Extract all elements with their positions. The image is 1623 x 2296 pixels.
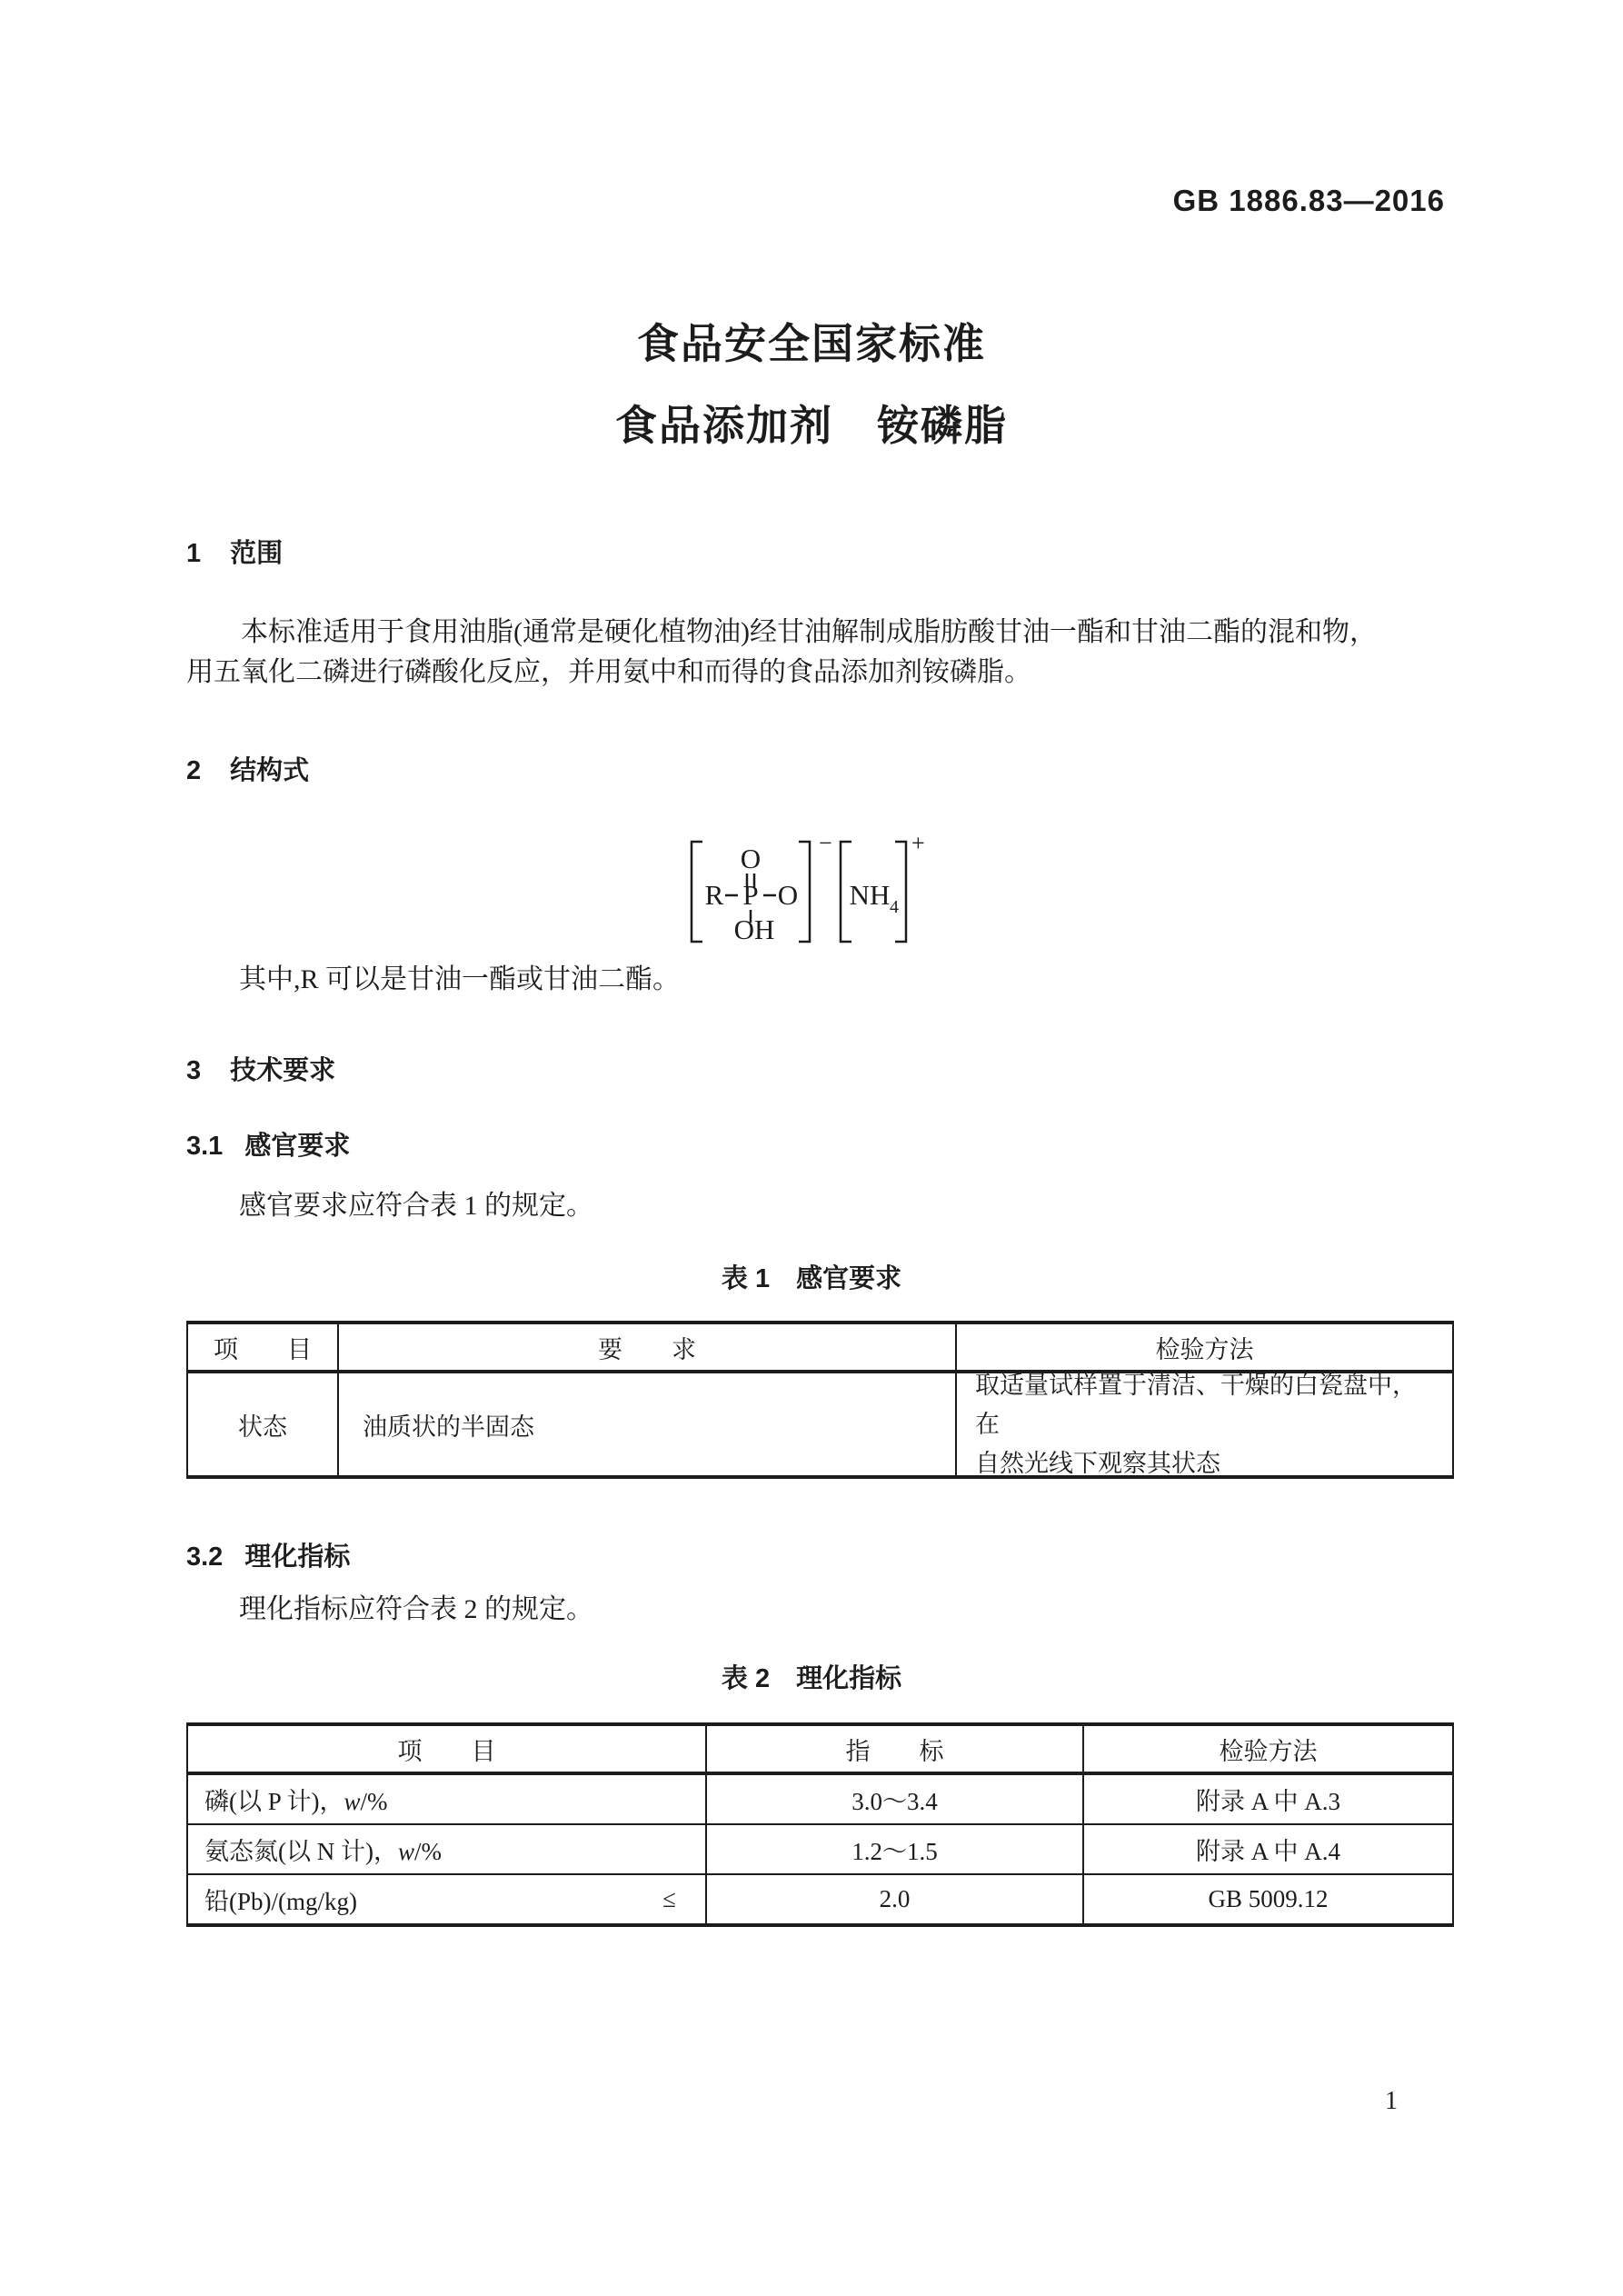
- item-w: w: [344, 1788, 361, 1815]
- section-3-heading: [186, 1050, 335, 1087]
- section-3-1-title: 感官要求: [244, 1132, 351, 1161]
- left-bracket: [692, 842, 702, 942]
- section-3-title: 技术要求: [230, 1056, 336, 1085]
- item-post: /%: [360, 1788, 388, 1815]
- page-number: 1: [1385, 2087, 1398, 2115]
- item-text: [204, 1832, 442, 1867]
- table-1-header-requirement: 要 求: [337, 1324, 955, 1370]
- section-3-2-number: 3.2: [186, 1542, 224, 1572]
- item-post: /%: [414, 1838, 442, 1865]
- section-1-title: 范围: [230, 539, 284, 568]
- table-1-row-state: [188, 1373, 1452, 1475]
- table-2-cell-method: 附录 A 中 A.4: [1082, 1825, 1452, 1873]
- table-1-cell-requirement: 油质状的半固态: [337, 1373, 955, 1475]
- table-2-header-method: 检验方法: [1082, 1726, 1452, 1772]
- item-pre: 铅(Pb)/(mg/kg): [204, 1888, 357, 1915]
- table-1: [186, 1321, 1454, 1479]
- anion-charge: −: [819, 834, 832, 856]
- table-2-cell-method: GB 5009.12: [1082, 1875, 1452, 1923]
- table-2-header-item: 项 目: [397, 1737, 496, 1765]
- table-2-cell-item: [188, 1775, 705, 1823]
- table-2-cell-value: 2.0: [705, 1875, 1082, 1923]
- atom-phosphorus: P: [742, 879, 759, 911]
- table-2-row-lead: [188, 1875, 1452, 1923]
- section-3-2-heading: [186, 1536, 350, 1573]
- table-2-row-nitrogen: [188, 1825, 1452, 1875]
- section-2-number: 2: [186, 756, 202, 785]
- section-1-heading: [186, 533, 283, 570]
- item-pre: 磷(以 P 计)，: [204, 1788, 344, 1815]
- scope-paragraph-line2: 用五氧化二磷进行磷酸化反应，并用氨中和而得的食品添加剂铵磷脂。: [186, 657, 1031, 687]
- cation-charge: +: [911, 834, 925, 856]
- table-1-cell-item: 状态: [238, 1413, 287, 1441]
- product-title: 食品添加剂 铵磷脂: [615, 402, 1008, 449]
- atom-oxygen-right: O: [777, 879, 799, 911]
- right-bracket: [799, 842, 810, 942]
- scope-paragraph-line1: 本标准适用于食用油脂(通常是硬化植物油)经甘油解制成脂肪酸甘油一酯和甘油二酯的混和物，: [241, 617, 1377, 647]
- cation-ammonium: NH: [849, 879, 891, 911]
- physicochemical-paragraph: 理化指标应符合表 2 的规定。: [239, 1594, 593, 1624]
- section-3-1-heading: [186, 1125, 350, 1163]
- table-1-method-line2: 自然光线下观察其状态: [975, 1449, 1220, 1477]
- section-3-1-number: 3.1: [186, 1132, 224, 1161]
- cation-subscript: 4: [890, 897, 899, 917]
- table-1-header-item: 项 目: [214, 1335, 312, 1363]
- table-2-cell-item: [188, 1825, 705, 1873]
- item-w: w: [397, 1838, 414, 1865]
- table-1-caption: 表 1 感官要求: [721, 1264, 902, 1293]
- item-text: [204, 1782, 388, 1817]
- atom-oxygen-top: O: [740, 843, 762, 874]
- cation-right-bracket: [895, 842, 906, 942]
- table-2-cell-method: 附录 A 中 A.3: [1082, 1775, 1452, 1823]
- table-2-cell-item: [188, 1875, 705, 1923]
- section-3-number: 3: [186, 1056, 202, 1085]
- table-2-header-row: [188, 1726, 1452, 1775]
- table-2-caption: 表 2 理化指标: [721, 1664, 902, 1693]
- table-2: [186, 1722, 1454, 1927]
- structure-note: 其中,R 可以是甘油一酯或甘油二酯。: [239, 964, 681, 994]
- table-2-cell-value: 1.2～1.5: [705, 1825, 1082, 1873]
- table-2-header-index: 指 标: [705, 1726, 1082, 1772]
- doc-number: GB 1886.83—2016: [1172, 184, 1445, 217]
- limit-symbol: ≤: [662, 1885, 676, 1912]
- section-1-number: 1: [186, 539, 202, 568]
- section-3-2-title: 理化指标: [244, 1542, 351, 1572]
- table-2-row-phosphorus: [188, 1775, 1452, 1825]
- table-1-method-line1: 取适量试样置于清洁、干燥的白瓷盘中，在: [975, 1371, 1417, 1438]
- table-1-cell-method: [955, 1373, 1452, 1475]
- section-2-heading: [186, 750, 309, 787]
- section-2-title: 结构式: [230, 756, 310, 785]
- standard-title: 食品安全国家标准: [637, 320, 986, 367]
- chemical-structure-formula: [684, 834, 927, 947]
- sensory-paragraph: 感官要求应符合表 1 的规定。: [239, 1191, 593, 1221]
- item-pre: 氨态氮(以 N 计)，: [204, 1838, 398, 1865]
- table-2-cell-value: 3.0～3.4: [705, 1775, 1082, 1823]
- atom-r-group: R: [704, 879, 724, 911]
- table-1-header-method: 检验方法: [955, 1324, 1452, 1370]
- atom-hydroxyl: OH: [733, 913, 775, 945]
- item-text: [204, 1882, 357, 1917]
